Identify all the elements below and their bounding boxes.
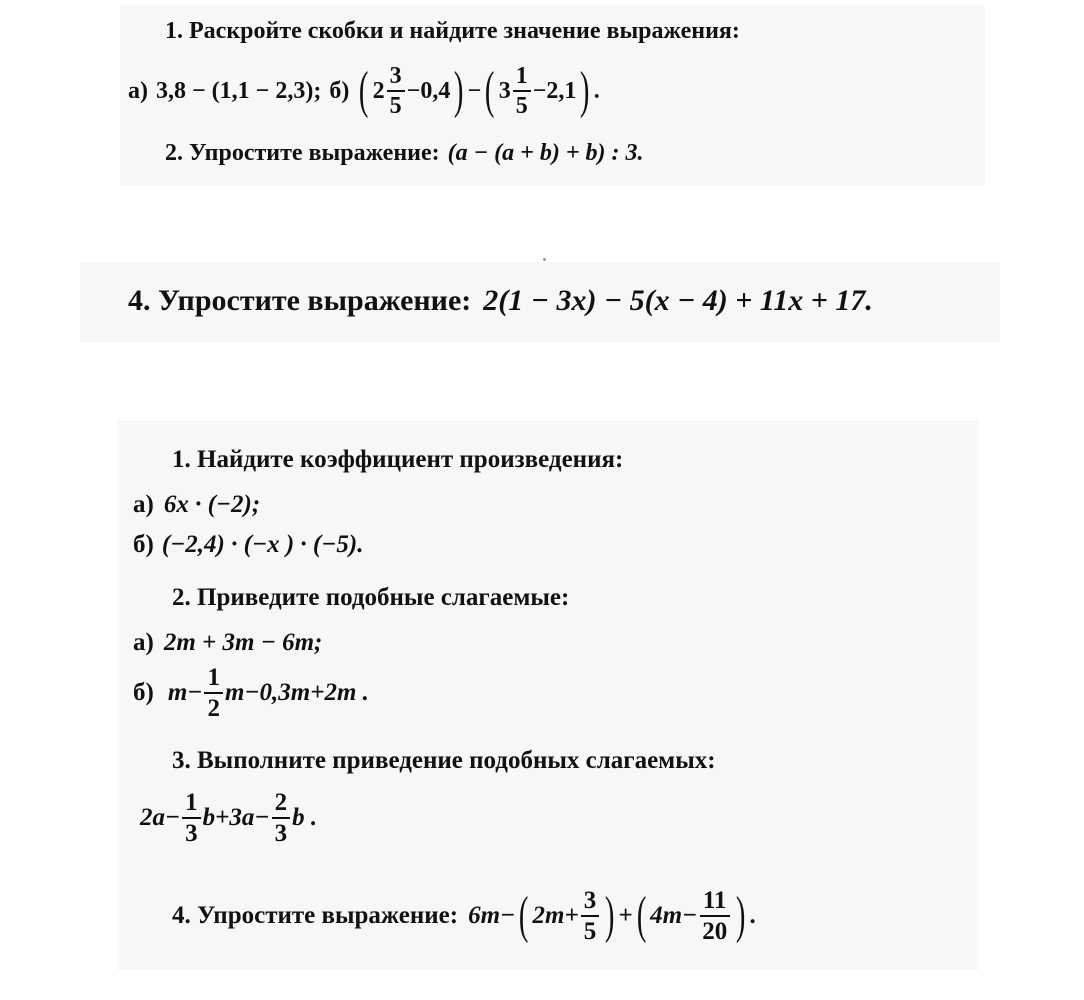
block1-task1-a-expression: 3,8 − (1,1 − 2,3); (156, 77, 322, 104)
block3-task2-b (133, 664, 369, 722)
block3-task2-title: 2. Приведите подобные слагаемые: (172, 584, 570, 611)
block2-task4-title: 4. Упростите выражение: (128, 284, 472, 317)
block2-task4-expression: 2(1 − 3x) − 5(x − 4) + 11x + 17. (483, 284, 873, 317)
block3-task1-a (133, 491, 260, 519)
fraction-numerator: 1 (513, 64, 531, 92)
fraction-denominator: 5 (583, 918, 597, 945)
minus-sign: − (467, 77, 482, 104)
period: . (593, 77, 600, 104)
expression-part: m−0,3m+2m . (224, 679, 369, 706)
fraction-denominator: 3 (274, 820, 288, 847)
block3-task1-a-expression: 6x · (−2); (163, 491, 261, 518)
left-paren: ( (359, 62, 369, 119)
fraction-numerator: 11 (700, 888, 730, 917)
block1-task2-expression: (a − (a + b) + b) : 3. (447, 140, 644, 166)
right-paren: ) (736, 887, 746, 944)
fraction-numerator: 1 (182, 790, 201, 819)
plus-sign: + (618, 902, 633, 929)
fraction (581, 888, 600, 944)
fraction (204, 665, 223, 721)
fraction-denominator: 20 (702, 918, 728, 945)
block3-task3-title: 3. Выполните приведение подобных слагаемых: (172, 747, 716, 774)
fraction (387, 64, 405, 118)
expression-part: b+3a− (202, 804, 270, 831)
fraction-denominator: 5 (389, 93, 402, 119)
block1-task2-title: 2. Упростите выражение: (165, 140, 440, 166)
fraction (699, 888, 730, 944)
block3-task2-a-label: а) (133, 629, 154, 656)
expression-part: b . (292, 804, 318, 831)
block3-task3-expression (140, 789, 317, 847)
fraction-denominator: 2 (207, 695, 220, 722)
fraction-denominator: 3 (185, 820, 198, 847)
left-paren: ( (485, 62, 495, 119)
left-paren: ( (636, 887, 647, 944)
block3-task2-b-label: б) (133, 679, 154, 706)
block3-task2-a (133, 629, 322, 657)
scan-speck (543, 258, 546, 261)
fraction-numerator: 1 (204, 665, 223, 694)
expression-part: 2m+ (532, 902, 579, 929)
fraction-numerator: 3 (581, 888, 600, 917)
block3-task2-a-expression: 2m + 3m − 6m; (163, 629, 323, 656)
block3-task1-b-label: б) (133, 531, 154, 558)
block3-task1-b (133, 531, 363, 559)
block1-task2 (165, 140, 643, 167)
right-paren: ) (580, 62, 590, 119)
block1-task1-a-label: а) (128, 77, 148, 104)
period: . (749, 902, 756, 929)
block3-task1-b-expression: (−2,4) · (−x ) · (−5). (161, 531, 364, 558)
block3-task4 (172, 886, 756, 946)
block3-task1-a-label: а) (133, 491, 154, 518)
expression-part: −0,4 (406, 77, 451, 104)
left-paren: ( (519, 887, 529, 944)
block2-task4 (128, 284, 873, 318)
expression-part: 4m− (650, 902, 698, 929)
fraction (182, 790, 201, 846)
block1-task1-expressions (128, 62, 600, 120)
expression-part: m− (167, 679, 203, 706)
block1-task1-title: 1. Раскройте скобки и найдите значение выражения: (165, 18, 740, 44)
block3-task1-title: 1. Найдите коэффициент произведения: (172, 446, 624, 473)
fraction-numerator: 3 (387, 64, 405, 92)
right-paren: ) (454, 62, 464, 119)
whole-part: 3 (498, 77, 511, 104)
fraction (272, 790, 291, 846)
whole-part: 2 (372, 77, 385, 104)
fraction-denominator: 5 (515, 93, 528, 119)
expression-part: −2,1 (532, 77, 577, 104)
expression-part: 6m− (468, 902, 516, 929)
fraction (513, 64, 531, 118)
fraction-numerator: 2 (272, 790, 291, 819)
block1-task1-b-label: б) (329, 77, 350, 104)
expression-part: 2a− (140, 804, 181, 831)
block3-task4-title: 4. Упростите выражение: (172, 902, 459, 929)
right-paren: ) (605, 887, 615, 944)
